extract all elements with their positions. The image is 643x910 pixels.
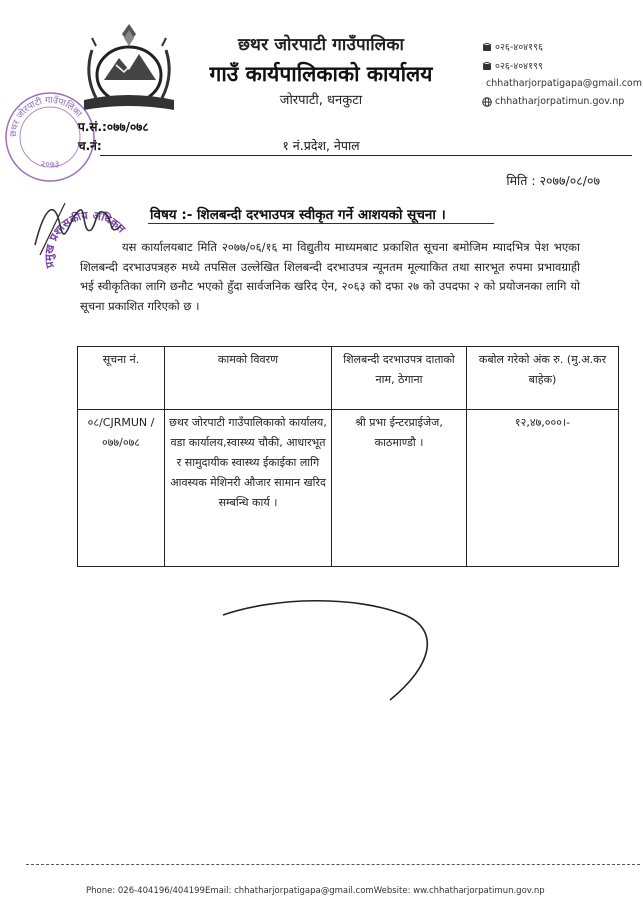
footer-contact: Phone: 026-404196/404199Email: chhatharjorpatigapa@gmail.comWebsite: ww.chhatharjorpatimun.gov.np	[86, 886, 545, 896]
cell-bidder: श्री प्रभा ईन्टरप्राईजेज, काठमाण्डौ ।	[332, 410, 467, 567]
notice-body: यस कार्यालयबाट मिति २०७७/०६/१६ मा विद्युतीय माध्यमबाट प्रकाशित सूचना बमोजिम म्यादभित्र पेश भएका शिलबन्दी दरभाउपत्रहरु मध्ये तपसिल उल्लेखित शिलबन्दी दरभाउपत्र न्यूनतम मूल्याकित तथा सारभूत रुपमा प्रभावग्राही भई स्वीकृतिका लागि छनौट भएको हुँदा सार्वजनिक खरिद ऐन, २०६३ को दफा २७ को उपदफा २ को प्रयोजनका लागि यो सूचना प्रकाशित गरिएको छ ।	[80, 240, 580, 313]
header-notice-no: सूचना नं.	[78, 347, 165, 410]
signature-curve	[215, 595, 450, 705]
notice-subject: विषय :- शिलबन्दी दरभाउपत्र स्वीकृत गर्ने आशयको सूचना ।	[150, 207, 446, 223]
email-icon	[482, 79, 483, 89]
office-address: जोरपाटी, धनकुटा	[279, 93, 363, 108]
header-bidder: शिलबन्दी दरभाउपत्र दाताको नाम, ठेगाना	[332, 347, 467, 410]
notice-date: मिति : २०७७/०८/०७	[506, 173, 600, 188]
svg-text:छथर जोरपाटी गाउँपालिका	[9, 94, 84, 137]
phone-2-text: ०२६-४०४१९९	[495, 61, 543, 72]
letter-number: प.सं.:०७७/०७८	[78, 120, 149, 134]
footer-divider	[26, 864, 640, 865]
globe-icon	[482, 97, 492, 107]
subject-underline	[148, 223, 494, 224]
phone-1-text: ०२६-४०४१९६	[495, 42, 543, 53]
header-divider	[100, 155, 632, 156]
officer-stamp-text: प्रमुख प्रशासकीय अधिकृत	[42, 208, 128, 269]
handwritten-signature	[25, 195, 135, 265]
province-line: १ नं.प्रदेश, नेपाल	[282, 138, 360, 153]
header-description: कामको विवरण	[165, 347, 332, 410]
office-seal-stamp	[0, 85, 100, 185]
seal-year: २०७३	[40, 160, 60, 170]
contact-email	[482, 78, 642, 89]
award-table	[77, 346, 619, 567]
municipality-name: छथर जोरपाटी गाउँपालिका	[237, 35, 405, 55]
header-amount: कबोल गरेको अंक रु. (मु.अ.कर बाहेक)	[467, 347, 619, 410]
table-header-row	[78, 347, 619, 410]
cell-notice-no: ०८/CJRMUN /०७७/०७८	[78, 410, 165, 567]
cell-description: छथर जोरपाटी गाउँपालिकाको कार्यालय, वडा कार्यालय,स्वास्थ्य चौकी, आधारभूत र सामुदायीक स्वास्थ्य ईकाईका लागि आवस्यक मेशिनरी औजार सामान खरिद सम्बन्धि कार्य ।	[165, 410, 332, 567]
cell-amount: १२,४७,०००।-	[467, 410, 619, 567]
contact-website	[482, 96, 642, 107]
table-row	[78, 410, 619, 567]
email-text[interactable]: chhatharjorpatigapa@gmail.com	[485, 78, 642, 89]
seal-text: छथर जोरपाटी गाउँपालिका	[8, 95, 84, 138]
dispatch-number: च.नं:	[78, 139, 102, 153]
office-name: गाउँ कार्यपालिकाको कार्यालय	[209, 62, 433, 86]
website-text[interactable]: chhatharjorpatimun.gov.np	[495, 96, 625, 107]
contact-phone-2	[482, 59, 642, 72]
phone-icon	[482, 42, 492, 52]
contact-phone-1	[482, 40, 642, 53]
phone-icon	[482, 61, 492, 71]
